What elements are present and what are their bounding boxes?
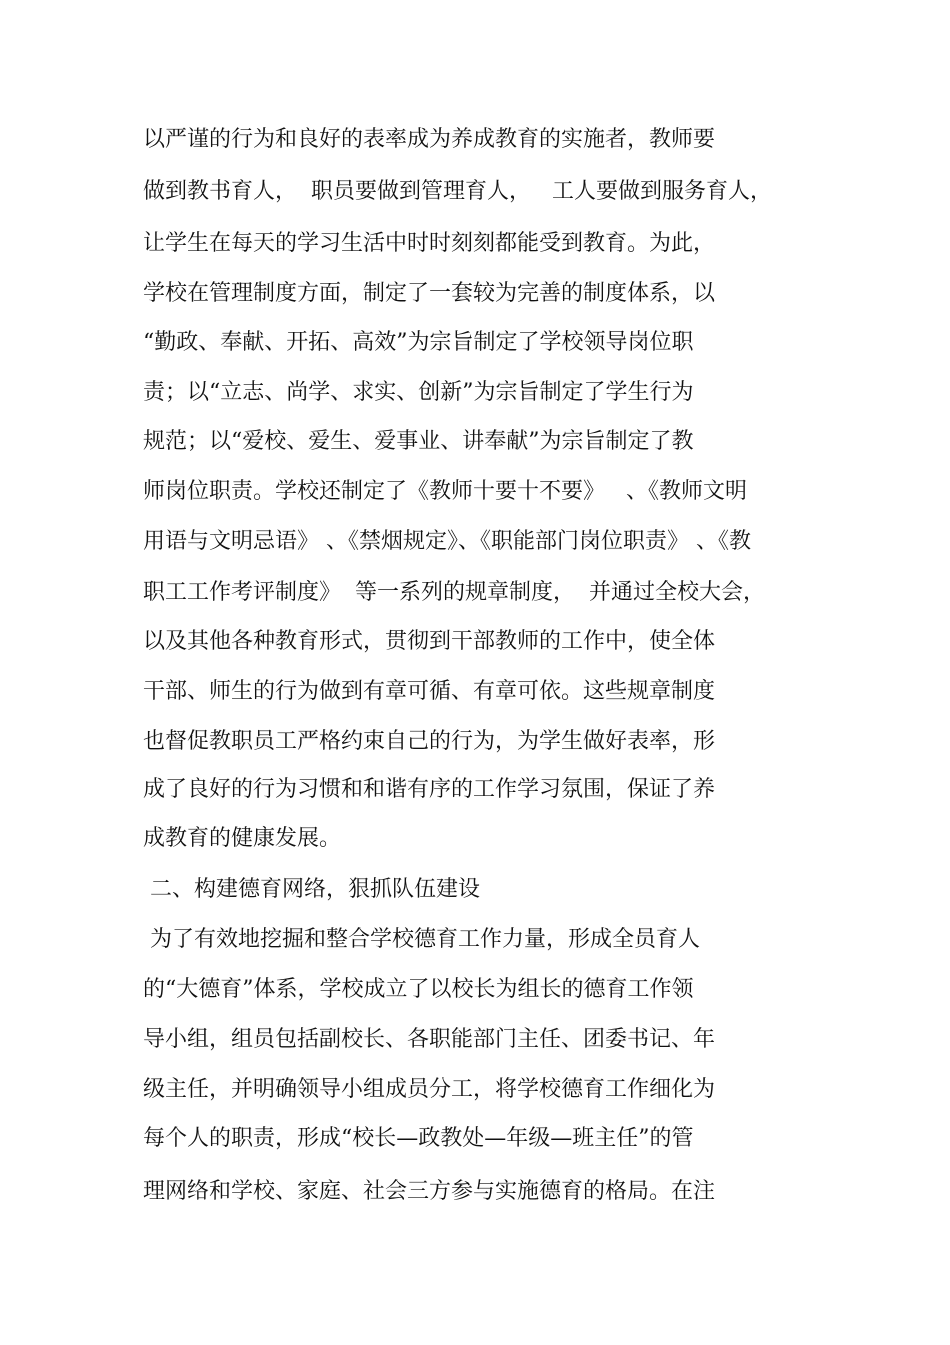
text-line: 职工工作考评制度》 等一系列的规章制度， 并通过全校大会， bbox=[143, 580, 765, 605]
text-line: 以严谨的行为和良好的表率成为养成教育的实施者，教师要 bbox=[143, 127, 716, 152]
text-line: 导小组，组员包括副校长、各职能部门主任、团委书记、年 bbox=[143, 1027, 716, 1052]
text-line: 的“大德育”体系，学校成立了以校长为组长的德育工作领 bbox=[143, 977, 694, 1002]
section-heading: 二、构建德育网络，狠抓队伍建设 bbox=[143, 877, 480, 902]
text-line: 干部、师生的行为做到有章可循、有章可依。这些规章制度 bbox=[143, 679, 716, 704]
text-line: 为了有效地挖掘和整合学校德育工作力量，形成全员育人 bbox=[143, 927, 700, 952]
text-line: 以及其他各种教育形式，贯彻到干部教师的工作中，使全体 bbox=[143, 629, 716, 654]
text-line: 每个人的职责，形成“校长—政教处—年级—班主任”的管 bbox=[143, 1126, 694, 1151]
text-line: 理网络和学校、家庭、社会三方参与实施德育的格局。在注 bbox=[143, 1179, 716, 1204]
text-line: 规范；以“爱校、爱生、爱事业、讲奉献”为宗旨制定了教 bbox=[143, 429, 694, 454]
text-line: 师岗位职责。学校还制定了《教师十要十不要》 、《教师文明 bbox=[143, 479, 747, 504]
text-line: 责；以“立志、尚学、求实、创新”为宗旨制定了学生行为 bbox=[143, 380, 694, 405]
text-line: 让学生在每天的学习生活中时时刻刻都能受到教育。为此， bbox=[143, 231, 716, 256]
text-line: 级主任，并明确领导小组成员分工，将学校德育工作细化为 bbox=[143, 1077, 716, 1102]
text-line: 也督促教职员工严格约束自己的行为，为学生做好表率，形 bbox=[143, 729, 716, 754]
text-line: 成教育的健康发展。 bbox=[143, 826, 342, 851]
text-line: 用语与文明忌语》 、《禁烟规定》、《职能部门岗位职责》 、《教 bbox=[143, 529, 751, 554]
text-line: “勤政、奉献、开拓、高效”为宗旨制定了学校领导岗位职 bbox=[143, 330, 694, 355]
text-line: 做到教书育人， 职员要做到管理育人， 工人要做到服务育人， bbox=[143, 179, 772, 204]
text-line: 学校在管理制度方面，制定了一套较为完善的制度体系，以 bbox=[143, 281, 716, 306]
text-line: 成了良好的行为习惯和和谐有序的工作学习氛围，保证了养 bbox=[143, 777, 716, 802]
